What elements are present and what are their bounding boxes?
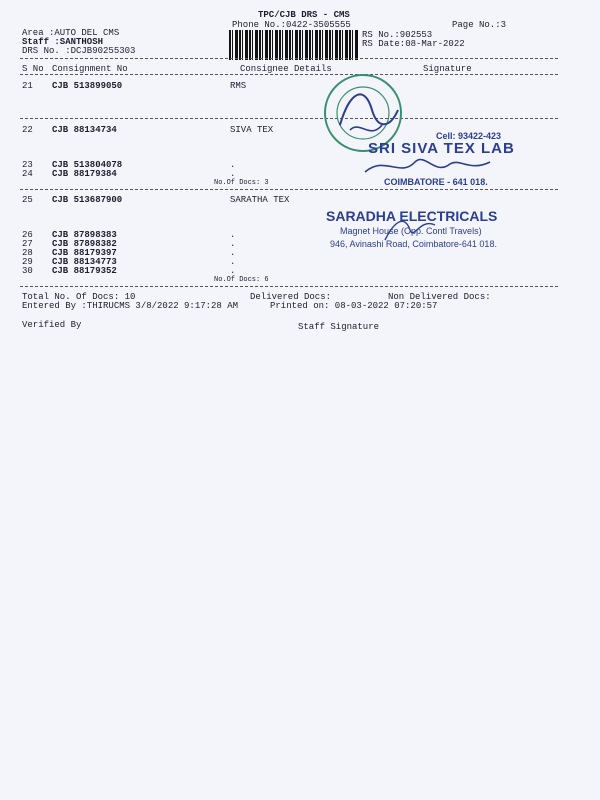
table-row-consignee: . [230, 266, 236, 276]
barcode [229, 30, 359, 60]
saradha-signature-icon [380, 210, 440, 250]
table-row-sno: 24 [22, 169, 33, 179]
table-row-consignment: CJB 88134773 [52, 257, 117, 267]
table-row-consignment: CJB 88179384 [52, 169, 117, 179]
table-row-sno: 30 [22, 266, 33, 276]
table-row-consignment: CJB 513804078 [52, 160, 123, 170]
table-row-consignment: CJB 87898382 [52, 239, 117, 249]
printed-on: Printed on: 08-03-2022 07:20:57 [270, 301, 438, 311]
table-row-consignment: CJB 88134734 [52, 125, 117, 135]
column-header-consignee: Consignee Details [240, 64, 332, 74]
table-row-consignee: . [230, 239, 236, 249]
siva-tex-stamp-name: SRI SIVA TEX LAB [368, 140, 515, 157]
group-rule [20, 118, 558, 119]
table-row-sno: 29 [22, 257, 33, 267]
non-delivered-docs: Non Delivered Docs: [388, 292, 491, 302]
verified-by: Verified By [22, 320, 82, 330]
total-docs: Total No. Of Docs: 10 [22, 292, 136, 302]
entered-by: Entered By :THIRUCMS 3/8/2022 9:17:28 AM [22, 301, 239, 311]
footer-rule [20, 286, 558, 287]
table-row-consignee: . [230, 230, 236, 240]
table-row-consignee: . [230, 169, 236, 179]
group-rule [20, 189, 558, 190]
column-header-signature: Signature [423, 64, 472, 74]
page-number: Page No.:3 [452, 20, 507, 30]
staff-label: Staff :SANTHOSH [22, 37, 104, 47]
table-row-sno: 23 [22, 160, 33, 170]
table-row-consignment: CJB 513687900 [52, 195, 123, 205]
table-row-consignee: SIVA TEX [230, 125, 274, 135]
table-row-sno: 26 [22, 230, 33, 240]
column-header-sno: S No [22, 64, 44, 74]
siva-tex-stamp-city: COIMBATORE - 641 018. [384, 177, 488, 187]
table-row-sno: 25 [22, 195, 33, 205]
saradha-stamp-name: SARADHA ELECTRICALS [326, 208, 498, 224]
rs-number: RS No.:902553 [362, 30, 433, 40]
delivered-docs: Delivered Docs: [250, 292, 332, 302]
drs-number: DRS No. :DCJB90255303 [22, 46, 136, 56]
header-rule [20, 58, 558, 59]
table-row-consignee: . [230, 257, 236, 267]
area-label: Area :AUTO DEL CMS [22, 28, 120, 38]
table-row-sno: 22 [22, 125, 33, 135]
column-rule [20, 74, 558, 75]
table-row-consignment: CJB 513899050 [52, 81, 123, 91]
table-row-consignment: CJB 87898383 [52, 230, 117, 240]
table-row-consignee: . [230, 248, 236, 258]
saradha-stamp-line1: Magnet House (Opp. Contl Travels) [340, 226, 482, 236]
docs-count: No.Of Docs: 3 [214, 179, 269, 187]
document-title: TPC/CJB DRS - CMS [258, 10, 350, 20]
table-row-sno: 21 [22, 81, 33, 91]
table-row-consignee: . [230, 160, 236, 170]
table-row-consignment: CJB 88179352 [52, 266, 117, 276]
siva-tex-signature-icon [360, 150, 530, 180]
saradha-stamp-line2: 946, Avinashi Road, Coimbatore-641 018. [330, 239, 497, 249]
docs-count: No.Of Docs: 6 [214, 276, 269, 284]
table-row-sno: 27 [22, 239, 33, 249]
phone-number: Phone No.:0422-3505555 [232, 20, 351, 30]
rs-date: RS Date:08-Mar-2022 [362, 39, 465, 49]
staff-signature: Staff Signature [298, 322, 380, 332]
siva-tex-stamp-phone: Cell: 93422-423 [436, 131, 502, 141]
table-row-consignee: RMS [230, 81, 247, 91]
column-header-consignment: Consignment No [52, 64, 128, 74]
table-row-consignment: CJB 88179397 [52, 248, 117, 258]
table-row-consignee: SARATHA TEX [230, 195, 290, 205]
table-row-sno: 28 [22, 248, 33, 258]
